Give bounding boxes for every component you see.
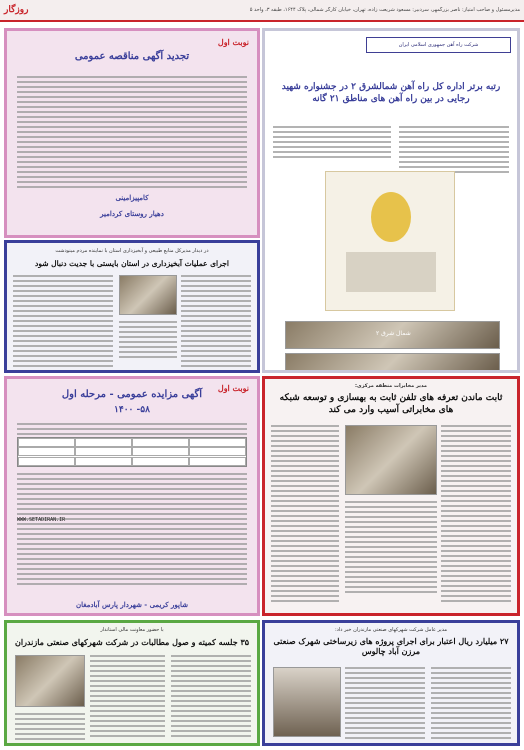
agriculture-body-middle bbox=[119, 321, 177, 358]
tender-org: کامپیزامینی bbox=[115, 193, 149, 202]
telecom-article bbox=[262, 376, 520, 616]
telecom-kicker: مدیر مخابرات منطقه مرکزی: bbox=[355, 383, 427, 389]
rail-body-right bbox=[399, 126, 509, 173]
agriculture-kicker: در دیدار مدیرکل منابع طبیعی و آبخیزداری استان با نماینده مردم مینودشت bbox=[55, 248, 209, 254]
agriculture-title: اجرای عملیات آبخیزداری در استان بایستی با جدیت دنبال شود bbox=[35, 259, 229, 268]
industry-kicker: با حضور معاونت مالی استاندار bbox=[100, 627, 164, 633]
industry-body-middle bbox=[90, 655, 165, 737]
tender-signature: دهیار روستای کردامیر bbox=[100, 209, 164, 218]
masthead bbox=[0, 0, 524, 22]
rail-company-logo bbox=[366, 37, 511, 53]
station-sign: شمال شرق ۲ bbox=[376, 330, 411, 337]
railway-article bbox=[262, 28, 520, 373]
auction-website[interactable]: WWW.SETADIRAN.IR bbox=[17, 517, 66, 523]
industry-article bbox=[4, 620, 260, 746]
tender-notice bbox=[4, 28, 260, 238]
auction-number: ۵۸- ۱۴۰۰ bbox=[114, 405, 150, 415]
auction-intro bbox=[17, 423, 247, 435]
budget-portrait-photo bbox=[273, 667, 341, 737]
agriculture-body-left bbox=[13, 275, 113, 367]
agriculture-meeting-photo bbox=[119, 275, 177, 315]
budget-kicker: مدیر عامل شرکت شهرکهای صنعتی مازندران خبر داد: bbox=[335, 627, 447, 633]
budget-article bbox=[262, 620, 520, 746]
auction-body bbox=[17, 473, 247, 585]
telecom-body-left bbox=[271, 425, 339, 602]
auction-title: آگهی مزایده عمومی - مرحله اول bbox=[61, 389, 203, 400]
tender-badge: نوبت اول bbox=[217, 37, 249, 47]
festival-poster bbox=[325, 171, 455, 311]
telecom-body-right bbox=[441, 425, 511, 602]
budget-body-middle bbox=[345, 667, 425, 739]
tender-title: تجدید آگهی مناقصه عمومی bbox=[74, 51, 190, 62]
auction-signature: شاپور کریمی - شهردار پارس آبادمغان bbox=[75, 600, 188, 609]
budget-body-right bbox=[431, 667, 511, 739]
industry-body-right bbox=[171, 655, 251, 737]
telecom-body-middle bbox=[345, 501, 437, 593]
industry-meeting-photo bbox=[15, 655, 85, 707]
telecom-title: ثابت ماندن تعرفه های تلفن ثابت به بهسازی و توسعه شبکه های مخابراتی آسیب وارد می کند bbox=[279, 393, 503, 415]
rail-headline: رتبه برتر اداره کل راه آهن شمالشرق ۲ در جشنواره شهید رجایی در بین راه آهن های مناطق ۲۱ گانه bbox=[281, 82, 501, 105]
tender-body bbox=[17, 76, 247, 188]
agriculture-body-right bbox=[181, 275, 251, 367]
station-building-photo bbox=[285, 353, 500, 371]
agriculture-article bbox=[4, 240, 260, 373]
industry-body-left bbox=[15, 713, 85, 740]
telecom-meeting-photo bbox=[345, 425, 437, 495]
auction-notice bbox=[4, 376, 260, 616]
station-photo bbox=[285, 321, 500, 349]
industry-title: ۳۵ جلسه کمیته و صول مطالبات در شرکت شهرکهای صنعتی مازندران bbox=[14, 637, 250, 647]
masthead-info: مدیرمسئول و صاحب امتیاز: ناصر بزرگمهر، سردبیر: مسعود شریعت زاده، تهران، خیابان کارگر شمالی، پلاک ۱۶۴۴، طبقه ۳، واحد ۵ bbox=[249, 7, 520, 13]
rail-company-name: شرکت راه آهن جمهوری اسلامی ایران bbox=[398, 42, 479, 48]
auction-badge: نوبت اول bbox=[217, 383, 249, 393]
budget-title: ۲۷ میلیارد ریال اعتبار برای اجرای پروژه های زیرساختی شهرک صنعتی مرزن آباد چالوس bbox=[273, 636, 509, 657]
newspaper-logo[interactable]: روزگار bbox=[4, 5, 29, 15]
rail-body-left bbox=[273, 126, 391, 158]
auction-table bbox=[17, 437, 247, 467]
